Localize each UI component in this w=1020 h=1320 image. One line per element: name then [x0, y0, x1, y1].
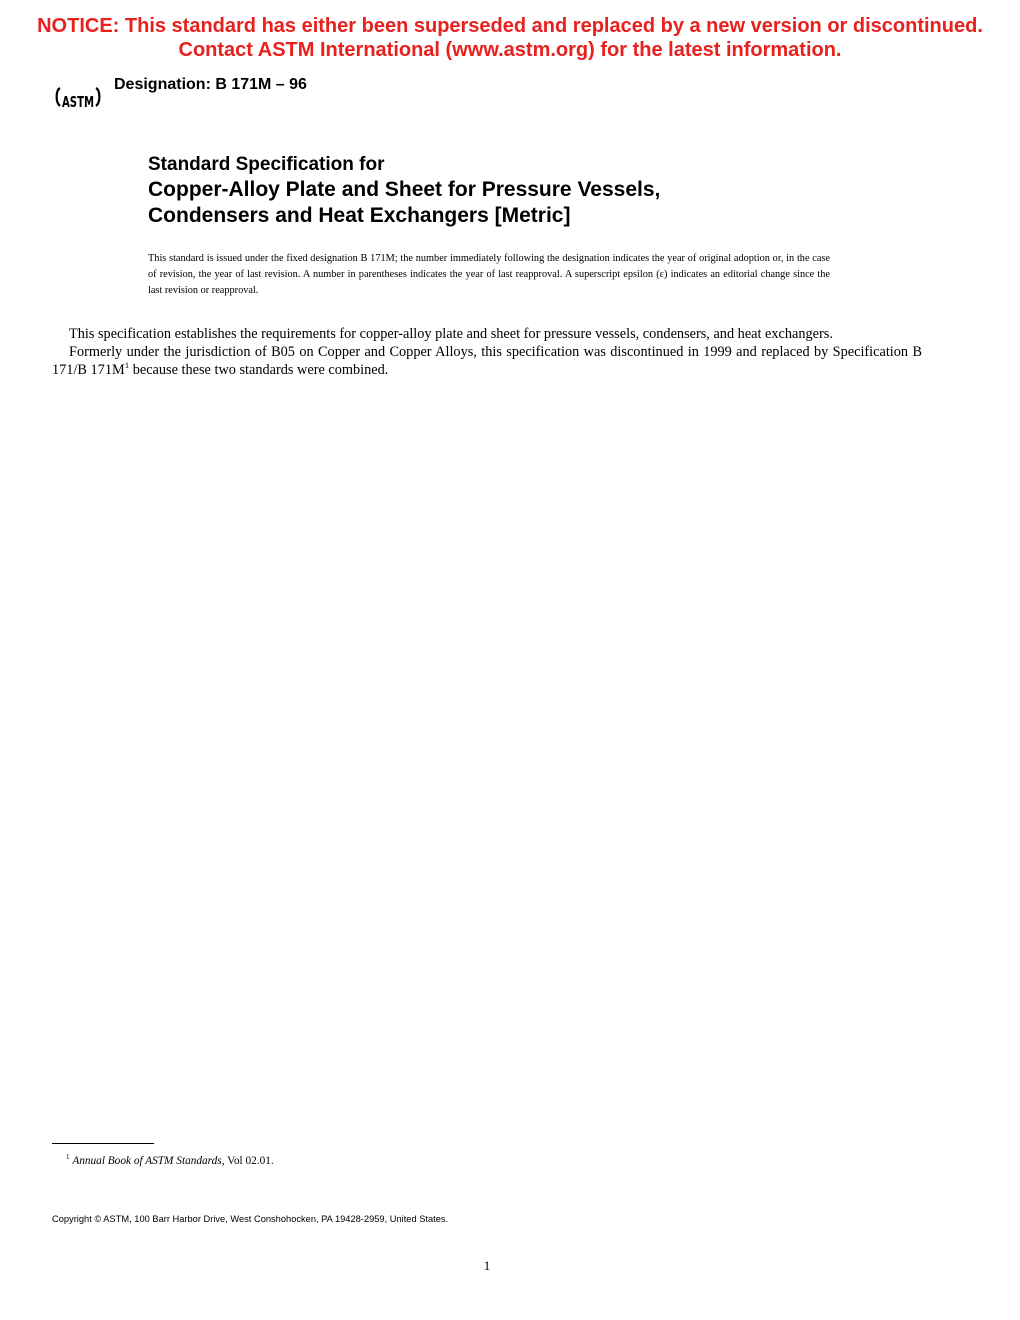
title-prefix: Standard Specification for — [148, 154, 385, 175]
paragraph-2-tail: because these two standards were combined. — [129, 362, 389, 378]
preamble-text: This standard is issued under the fixed designation B 171M; the number immediately following the designation indicates the year of original adoption or, in the case of revision, the year of last revision. A number in parentheses indicates the year of last reapproval. A superscript epsilon (ε) indicates an editorial change since the last revision or reapproval. — [148, 253, 830, 296]
paragraph-2-text: Formerly under the jurisdiction of B05 on Copper and Copper Alloys, this specification was discontinued in 1999 and replaced by Specification B 171/B 171M — [52, 344, 922, 378]
notice-line-2: Contact ASTM International (www.astm.org) for the latest information. — [178, 39, 842, 61]
footnote — [66, 1155, 274, 1167]
notice-line-1: NOTICE: This standard has either been superseded and replaced by a new version or discontinued. — [37, 15, 983, 37]
footnote-book-title: Annual Book of ASTM Standards — [72, 1155, 222, 1167]
astm-logo — [52, 74, 104, 118]
paragraph-1: This specification establishes the requirements for copper-alloy plate and sheet for pressure vessels, condensers, and heat exchangers. — [69, 326, 833, 342]
designation: Designation: B 171M – 96 — [114, 76, 307, 93]
title-block — [148, 153, 660, 229]
footnote-marker: 1 — [66, 1153, 70, 1162]
astm-logo-text: ASTM — [62, 93, 94, 111]
paragraph-2 — [52, 343, 922, 379]
footnote-divider — [52, 1143, 154, 1144]
notice-banner — [0, 14, 1020, 62]
footnote-volume: , Vol 02.01. — [221, 1155, 274, 1167]
title-line-3: Condensers and Heat Exchangers [Metric] — [148, 204, 571, 227]
body-text — [52, 325, 922, 379]
page-number: 1 — [483, 1258, 491, 1273]
copyright-notice: Copyright © ASTM, 100 Barr Harbor Drive, West Conshohocken, PA 19428-2959, United States. — [52, 1214, 449, 1224]
document-title — [148, 177, 660, 229]
footnote-ref: 1 — [124, 360, 130, 371]
title-line-2: Copper-Alloy Plate and Sheet for Pressure Vessels, — [148, 178, 661, 201]
